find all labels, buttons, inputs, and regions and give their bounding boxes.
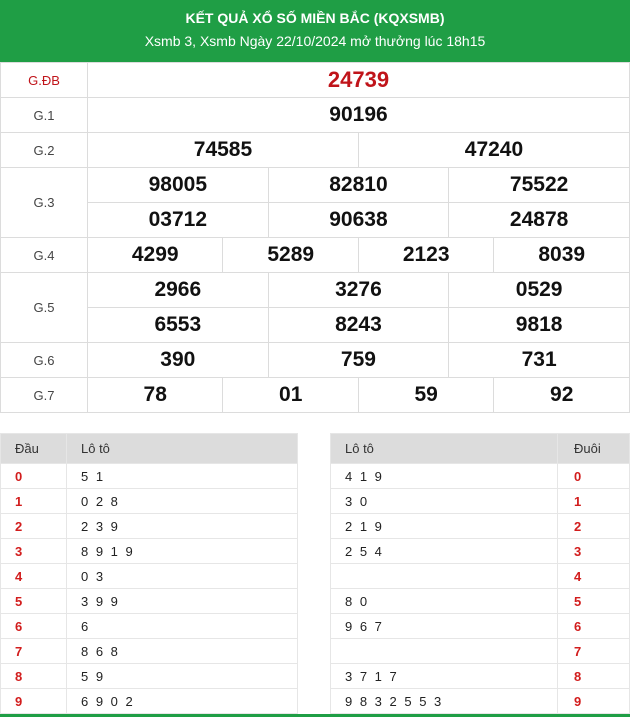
column-header-loto: Lô tô: [331, 434, 558, 464]
duoi-key: 9: [558, 689, 630, 714]
prize-number: 90638: [268, 203, 449, 238]
special-prize-number: 24739: [88, 63, 630, 98]
prize-number: 4299: [88, 238, 223, 273]
prize-label: G.4: [1, 238, 88, 273]
prize-number: 78: [88, 378, 223, 413]
table-row: [1, 514, 298, 539]
prize-number: 47240: [358, 133, 629, 168]
prize-row-g4: [1, 238, 630, 273]
table-row: [331, 464, 630, 489]
table-row: [331, 489, 630, 514]
dau-key: 7: [1, 639, 67, 664]
prize-number: 82810: [268, 168, 449, 203]
loto-value: 2 5 4: [331, 539, 558, 564]
table-row: [331, 514, 630, 539]
table-row: [1, 539, 298, 564]
prize-number: 731: [449, 343, 630, 378]
table-row: [1, 639, 298, 664]
prize-row-g6: [1, 343, 630, 378]
loto-value: 9 6 7: [331, 614, 558, 639]
prize-label: G.1: [1, 98, 88, 133]
dau-key: 6: [1, 614, 67, 639]
prize-number: 2966: [88, 273, 269, 308]
prize-label: G.6: [1, 343, 88, 378]
duoi-key: 3: [558, 539, 630, 564]
prize-label: G.3: [1, 168, 88, 238]
prize-row-g3b: [1, 203, 630, 238]
dau-rows: [1, 464, 298, 714]
column-header-loto: Lô tô: [67, 434, 298, 464]
results-table: [0, 62, 630, 413]
prize-number: 6553: [88, 308, 269, 343]
loto-value: 8 6 8: [67, 639, 298, 664]
duoi-key: 1: [558, 489, 630, 514]
prize-number: 0529: [449, 273, 630, 308]
dau-loto-table: [0, 433, 298, 714]
prize-number: 8039: [494, 238, 630, 273]
loto-value: 3 9 9: [67, 589, 298, 614]
prize-row-g5b: [1, 308, 630, 343]
duoi-loto-table: [330, 433, 630, 714]
loto-value: 5 1: [67, 464, 298, 489]
duoi-key: 5: [558, 589, 630, 614]
dau-key: 5: [1, 589, 67, 614]
prize-number: 03712: [88, 203, 269, 238]
loto-value: 2 1 9: [331, 514, 558, 539]
table-row: [331, 589, 630, 614]
loto-value: 8 9 1 9: [67, 539, 298, 564]
loto-value: 6: [67, 614, 298, 639]
table-row: [331, 539, 630, 564]
table-row: [331, 664, 630, 689]
column-header-duoi: Đuôi: [558, 434, 630, 464]
prize-label: G.5: [1, 273, 88, 343]
prize-number: 3276: [268, 273, 449, 308]
prize-row-g7: [1, 378, 630, 413]
table-row: [1, 689, 298, 714]
prize-number: 2123: [358, 238, 493, 273]
page-header: [0, 0, 630, 62]
table-row: [331, 639, 630, 664]
column-header-dau: Đầu: [1, 434, 67, 464]
duoi-rows: [331, 464, 630, 714]
prize-label: G.2: [1, 133, 88, 168]
prize-number: 59: [358, 378, 493, 413]
loto-value: 2 3 9: [67, 514, 298, 539]
page-subtitle: Xsmb 3, Xsmb Ngày 22/10/2024 mở thưởng lúc 18h15: [144, 33, 486, 49]
prize-row-gdb: [1, 63, 630, 98]
prize-number: 5289: [223, 238, 358, 273]
loto-value: 6 9 0 2: [67, 689, 298, 714]
loto-value: 3 7 1 7: [331, 664, 558, 689]
table-row: [1, 614, 298, 639]
loto-value: [331, 639, 558, 664]
dau-key: 2: [1, 514, 67, 539]
prize-number: 90196: [88, 98, 630, 133]
duoi-key: 2: [558, 514, 630, 539]
table-header-row: [331, 434, 630, 464]
prize-number: 98005: [88, 168, 269, 203]
table-row: [1, 464, 298, 489]
prize-number: 390: [88, 343, 269, 378]
loto-value: [331, 564, 558, 589]
loto-value: 4 1 9: [331, 464, 558, 489]
page-title: KẾT QUẢ XỔ SỐ MIỀN BẮC (KQXSMB): [185, 10, 445, 26]
table-row: [331, 564, 630, 589]
prize-row-g1: [1, 98, 630, 133]
loto-value: 3 0: [331, 489, 558, 514]
dau-key: 1: [1, 489, 67, 514]
dau-key: 8: [1, 664, 67, 689]
dau-key: 0: [1, 464, 67, 489]
table-row: [1, 664, 298, 689]
prize-number: 75522: [449, 168, 630, 203]
prize-number: 759: [268, 343, 449, 378]
prize-label: G.ĐB: [1, 63, 88, 98]
table-row: [1, 589, 298, 614]
duoi-key: 0: [558, 464, 630, 489]
duoi-key: 6: [558, 614, 630, 639]
prize-number: 9818: [449, 308, 630, 343]
table-row: [331, 689, 630, 714]
prize-number: 24878: [449, 203, 630, 238]
prize-label: G.7: [1, 378, 88, 413]
table-row: [1, 489, 298, 514]
loto-value: 9 8 3 2 5 5 3: [331, 689, 558, 714]
prize-number: 8243: [268, 308, 449, 343]
prize-row-g3: [1, 168, 630, 203]
loto-value: 8 0: [331, 589, 558, 614]
table-row: [1, 564, 298, 589]
loto-value: 5 9: [67, 664, 298, 689]
dau-key: 4: [1, 564, 67, 589]
table-header-row: [1, 434, 298, 464]
dau-key: 3: [1, 539, 67, 564]
table-row: [331, 614, 630, 639]
prize-number: 74585: [88, 133, 359, 168]
prize-row-g5: [1, 273, 630, 308]
duoi-key: 8: [558, 664, 630, 689]
duoi-key: 4: [558, 564, 630, 589]
dau-key: 9: [1, 689, 67, 714]
prize-row-g2: [1, 133, 630, 168]
prize-number: 01: [223, 378, 358, 413]
loto-value: 0 2 8: [67, 489, 298, 514]
duoi-key: 7: [558, 639, 630, 664]
prize-number: 92: [494, 378, 630, 413]
loto-value: 0 3: [67, 564, 298, 589]
